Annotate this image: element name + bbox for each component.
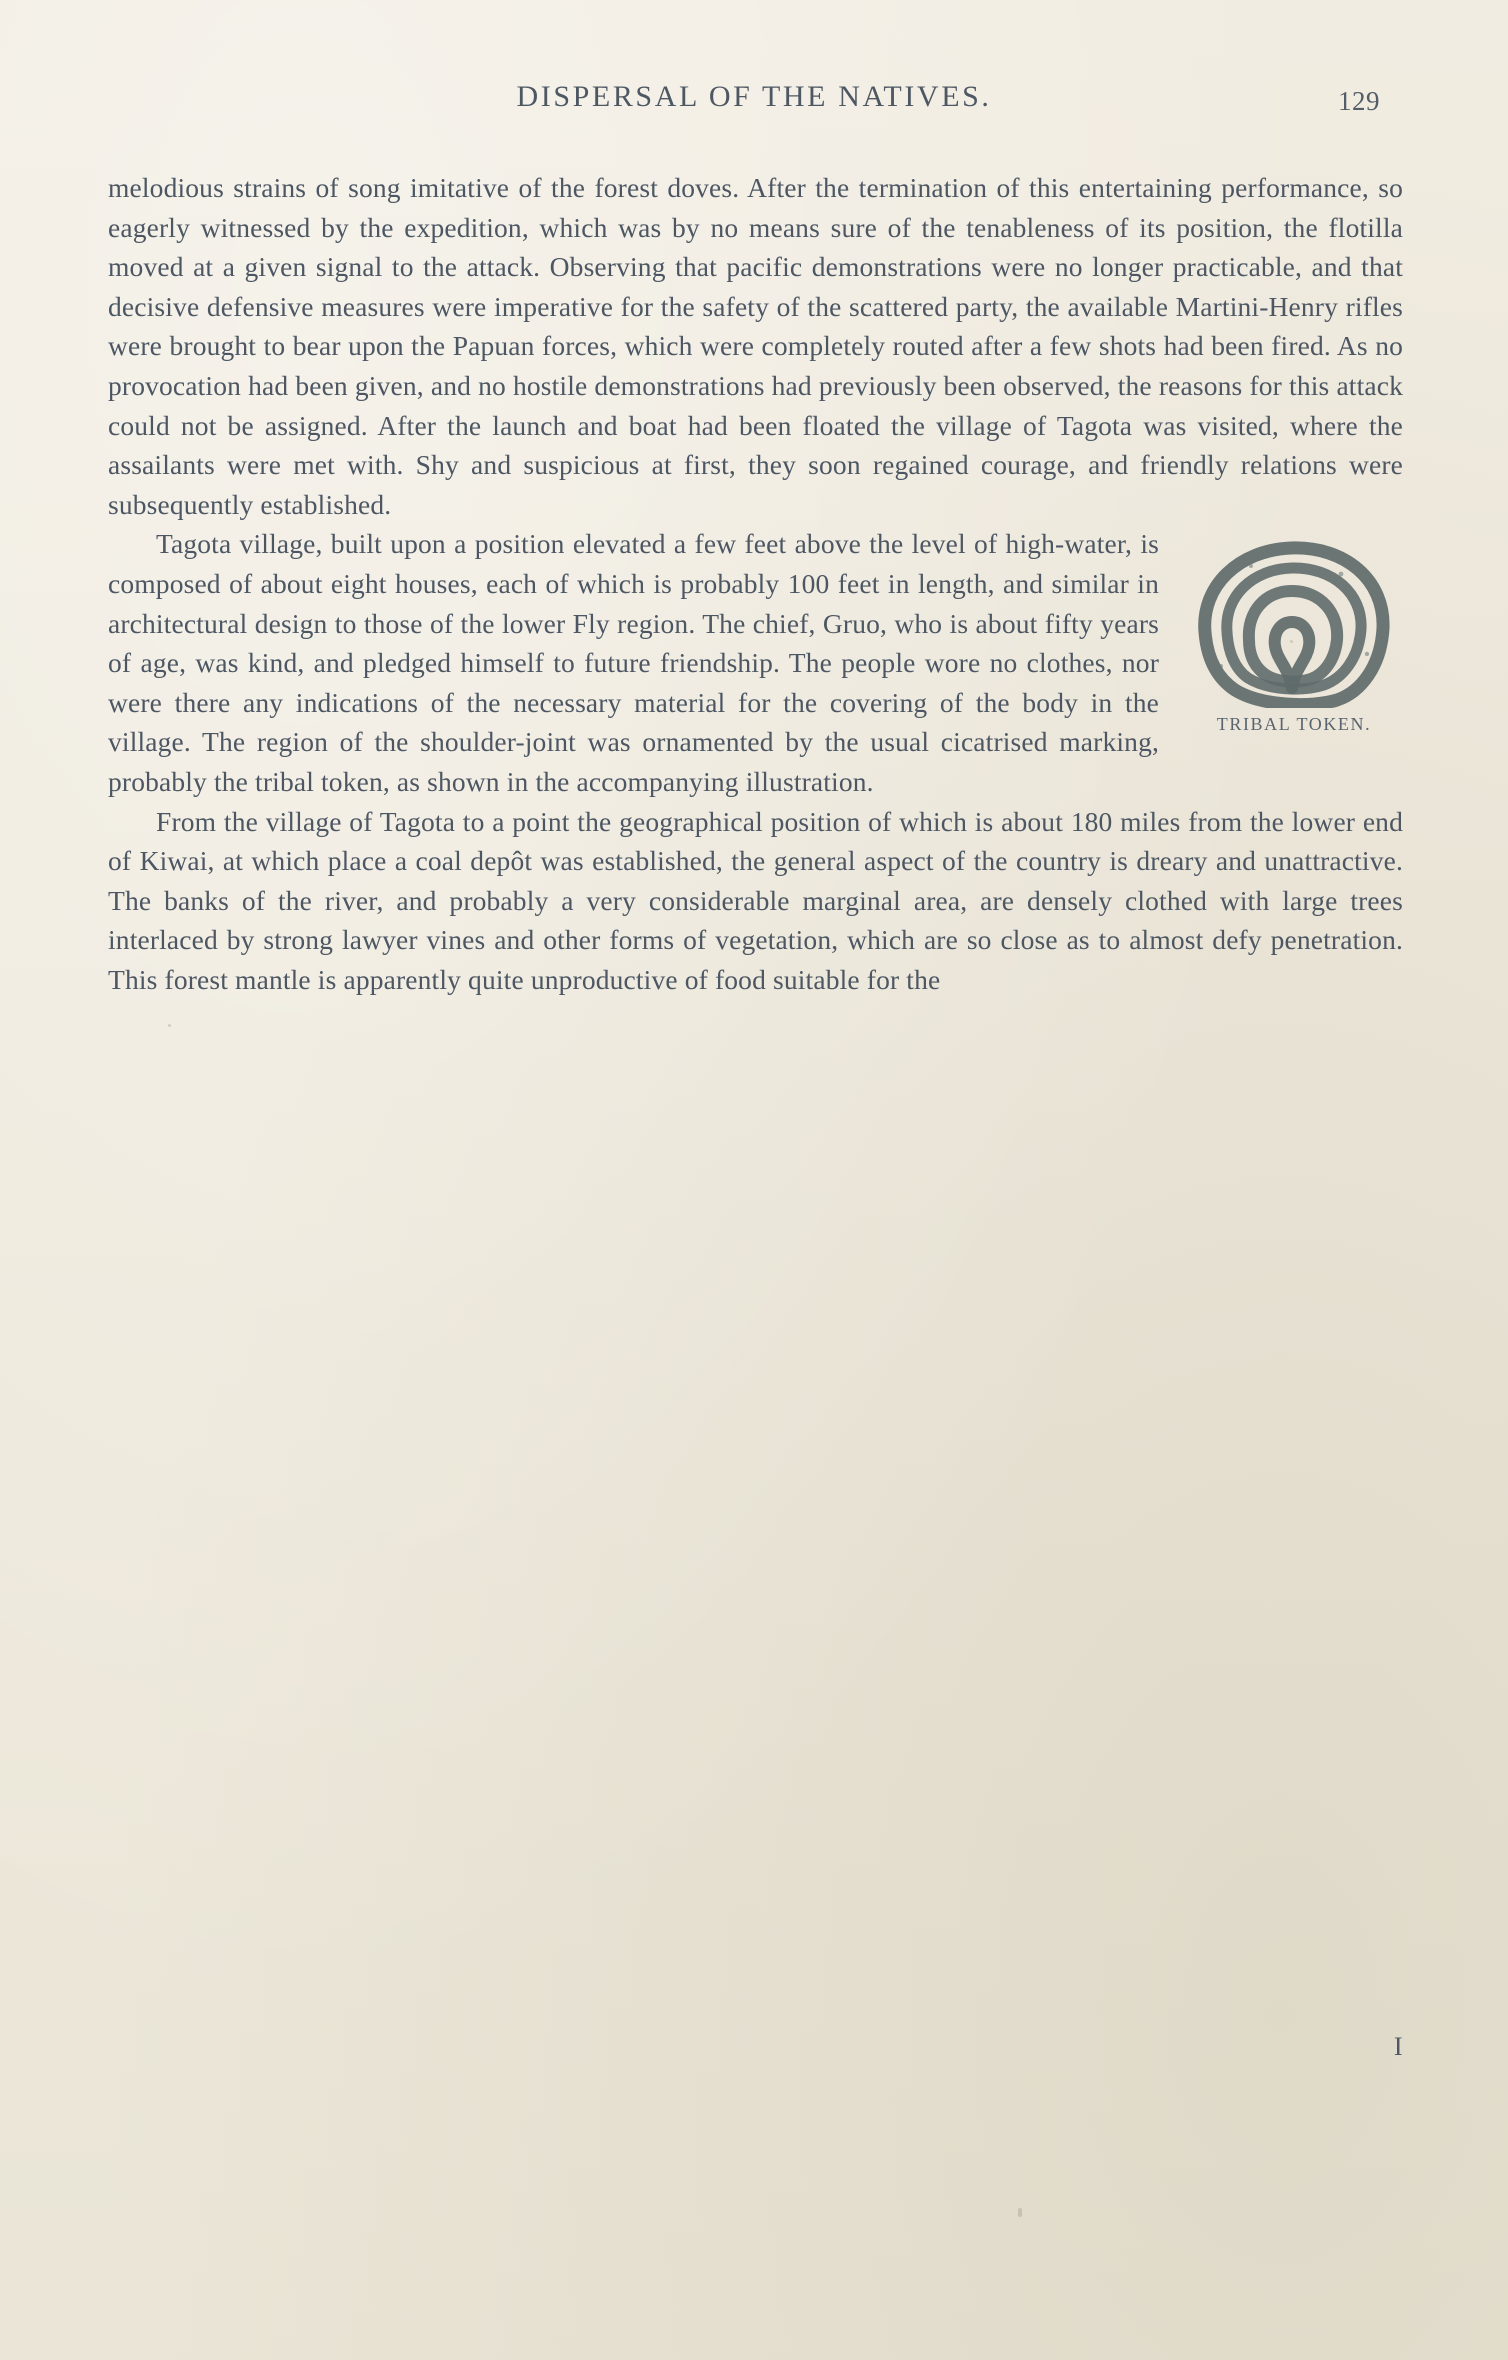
paper-speck: [1018, 2208, 1022, 2217]
figure-caption: TRIBAL TOKEN.: [1216, 714, 1372, 735]
figure-tribal-token: [1185, 536, 1403, 735]
signature-mark: I: [1393, 2032, 1403, 2061]
paragraph-2: Tagota village, built upon a position elevated a few feet above the level of high-water, is composed of about eight houses, each of which is probably 100 feet in length, and similar in architectural design to those of the lower Fly region. The chief, Gruo, who is about fifty years of age, was kind, and pledged himself to future friendship. The people wore no clothes, nor were there any indications of the necessary material for the covering of the body in the village. The region of the shoulder-joint was ornamented by the usual cicatrised marking, probably the tribal token, as shown in the accompanying illustration.: [108, 528, 1159, 797]
paragraph-3: From the village of Tagota to a point the geographical position of which is about 180 miles from the lower end of Kiwai, at which place a coal depôt was established, the general aspect of the country is dreary and unattractive. The banks of the river, and probably a very considerable marginal area, are densely clothed with large trees interlaced by strong lawyer vines and other forms of vegetation, which are so close as to almost defy penetration. This forest mantle is apparently quite unproductive of food suitable for the: [108, 805, 1403, 995]
page-header: [110, 80, 1398, 120]
paper-speck: [1290, 640, 1293, 643]
paper-speck: [168, 1024, 171, 1027]
text-column: [108, 168, 1403, 999]
tribal-token-icon: [1191, 536, 1397, 708]
running-head: DISPERSAL OF THE NATIVES.: [516, 80, 992, 113]
page-number: 129: [1338, 86, 1380, 116]
paragraph-1: melodious strains of song imitative of the forest doves. After the termination of this entertaining performance, so eagerly witnessed by the expedition, which was by no means sure of the tenableness of its position, the flotilla moved at a given signal to the attack. Observing that pacific demonstrations were no longer practicable, and that decisive defensive measures were imperative for the safety of the scattered party, the available Martini-Henry rifles were brought to bear upon the Papuan forces, which were completely routed after a few shots had been fired. As no provocation had been given, and no hostile demonstrations had previously been observed, the reasons for this attack could not be assigned. After the launch and boat had been floated the village of Tagota was visited, where the assailants were met with. Shy and suspicious at first, they soon regained courage, and friendly relations were subsequently established.: [108, 172, 1403, 520]
